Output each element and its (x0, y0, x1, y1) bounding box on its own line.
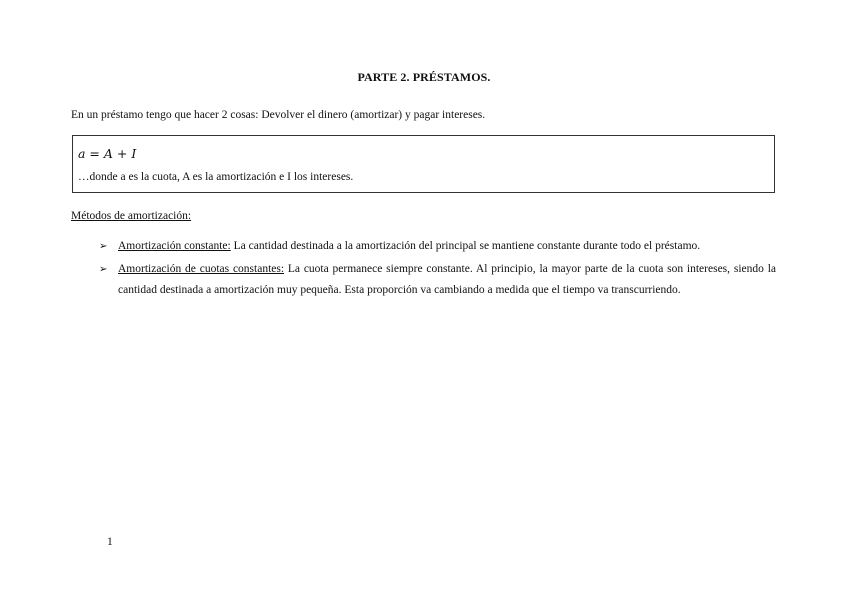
page-title: PARTE 2. PRÉSTAMOS. (357, 70, 491, 84)
method-term: Amortización de cuotas constantes: (118, 262, 285, 275)
methods-heading: Métodos de amortización: (71, 210, 192, 222)
arrow-bullet-icon: ➢ (99, 263, 108, 275)
intro-paragraph: En un préstamo tengo que hacer 2 cosas: Devolver el dinero (amortizar) y pagar intereses. (71, 109, 486, 121)
formula: a = A + I (78, 146, 137, 161)
methods-list (99, 236, 776, 303)
method-description: La cuota permanece siempre constante. Al principio, la mayor parte de la cuota son intereses, siendo la cantidad destinada a amortización muy pequeña. Esta proporción va cambiando a medida que el tiempo va transcurriendo. (118, 262, 777, 296)
page-number: 1 (107, 536, 113, 548)
formula-description: …donde a es la cuota, A es la amortización e I los intereses. (78, 171, 354, 183)
method-item-constant-amortization (99, 236, 776, 258)
method-item-constant-installments (99, 259, 776, 302)
method-term: Amortización constante: (118, 240, 231, 252)
arrow-bullet-icon: ➢ (99, 241, 108, 252)
formula-box (72, 135, 775, 193)
method-description: La cantidad destinada a la amortización del principal se mantiene constante durante todo el préstamo. (230, 240, 701, 252)
